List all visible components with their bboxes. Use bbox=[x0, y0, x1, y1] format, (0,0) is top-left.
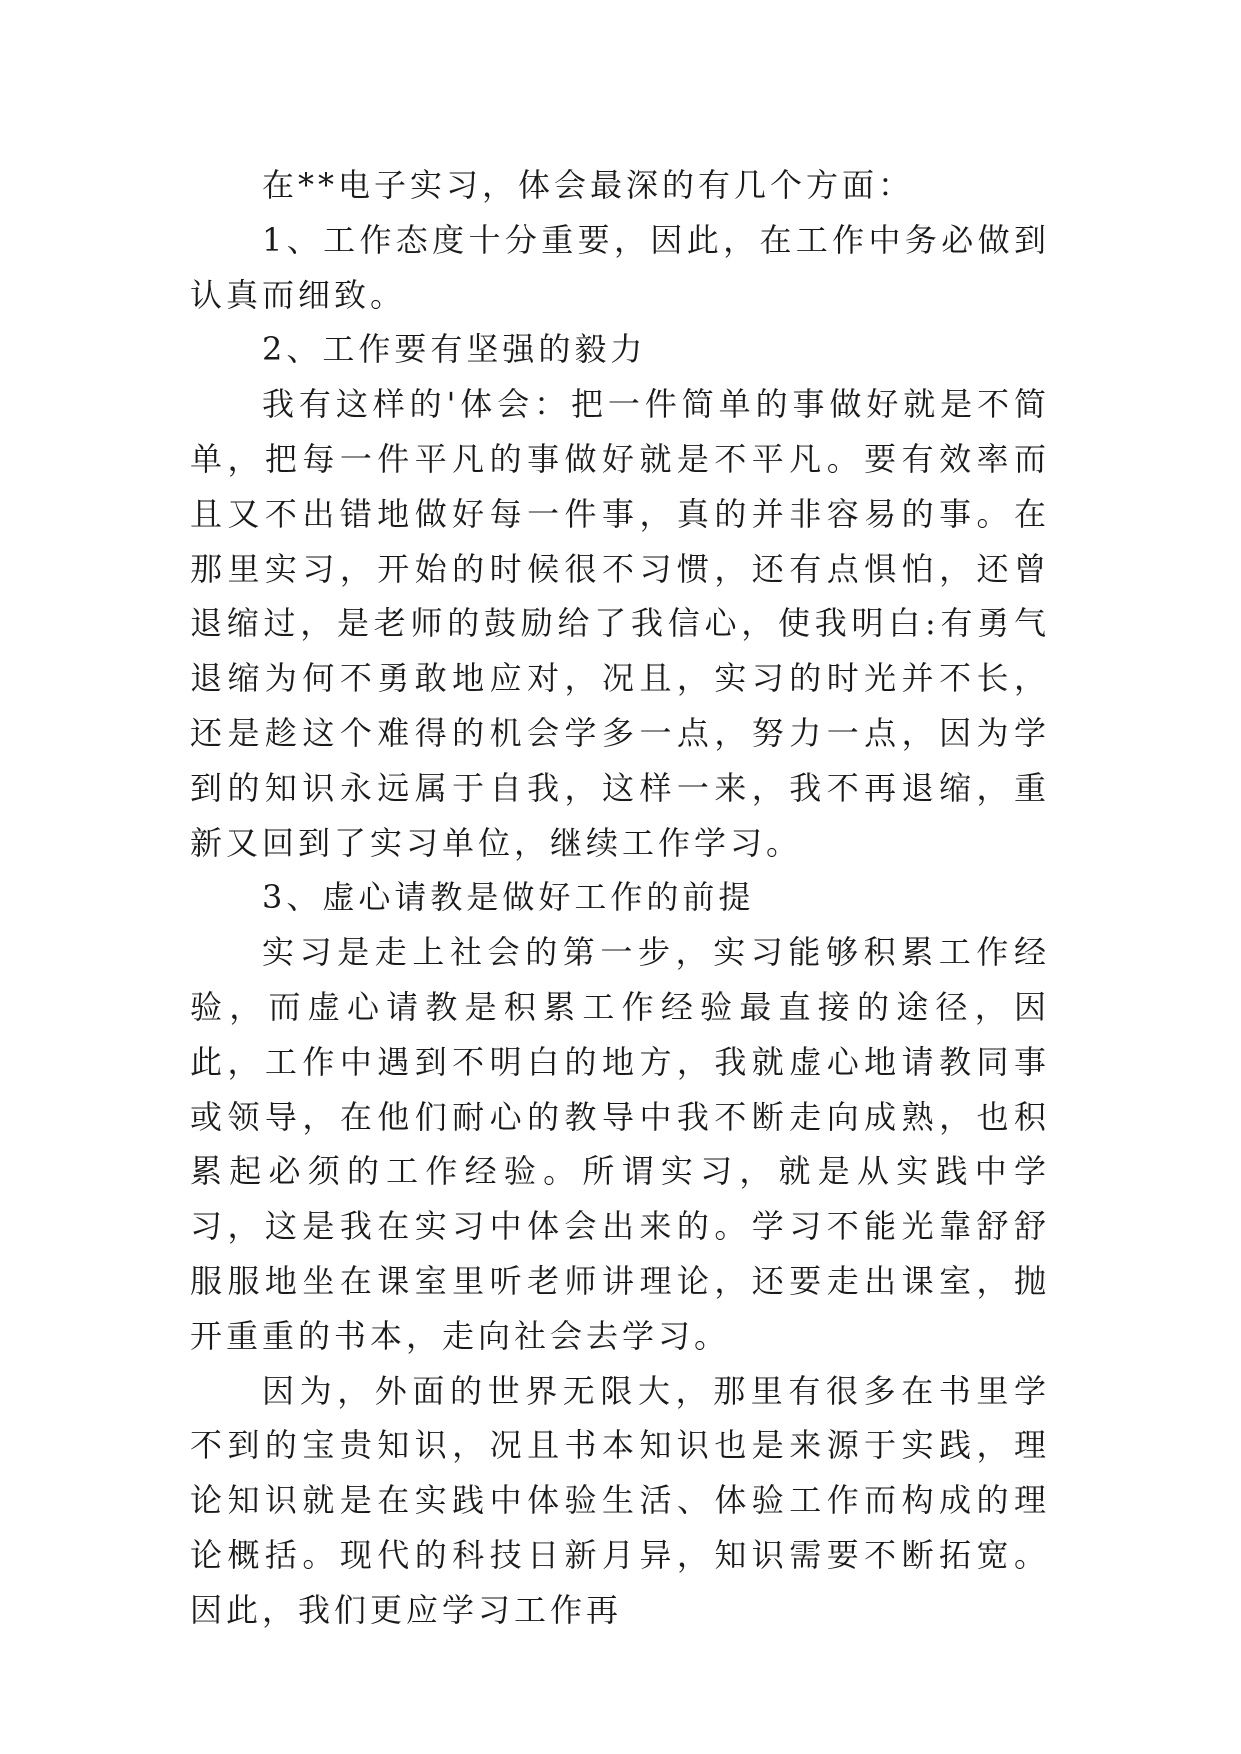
document-body bbox=[190, 158, 1050, 1638]
paragraph: 在**电子实习，体会最深的有几个方面： bbox=[262, 166, 915, 204]
paragraph: 我有这样的'体会：把一件简单的事做好就是不简单，把每一件平凡的事做好就是不平凡。要有效率而且又不出错地做好每一件事，真的并非容易的事。在那里实习，开始的时候很不习惯，还有点惧怕，还曾退缩过，是老师的鼓励给了我信心，使我明白:有勇气退缩为何不勇敢地应对，况且，实习的时光并不长，还是趁这个难得的机会学多一点，努力一点，因为学到的知识永远属于自我，这样一来，我不再退缩，重新又回到了实习单位，继续工作学习。 bbox=[190, 385, 1050, 862]
paragraph: 3、虚心请教是做好工作的前提 bbox=[262, 878, 755, 917]
paragraph: 2、工作要有坚强的毅力 bbox=[262, 330, 647, 369]
paragraph: 实习是走上社会的第一步，实习能够积累工作经验，而虚心请教是积累工作经验最直接的途径，因此，工作中遇到不明白的地方，我就虚心地请教同事或领导，在他们耐心的教导中我不断走向成熟，也积累起必须的工作经验。所谓实习，就是从实践中学习，这是我在实习中体会出来的。学习不能光靠舒舒服服地坐在课室里听老师讲理论，还要走出课室，抛开重重的书本，走向社会去学习。 bbox=[190, 933, 1050, 1355]
paragraph: 因为，外面的世界无限大，那里有很多在书里学不到的宝贵知识，况且书本知识也是来源于实践，理论知识就是在实践中体验生活、体验工作而构成的理论概括。现代的科技日新月异，知识需要不断拓宽。因此，我们更应学习工作再 bbox=[190, 1371, 1050, 1629]
paragraph: 1、工作态度十分重要，因此，在工作中务必做到认真而细致。 bbox=[190, 220, 1050, 314]
